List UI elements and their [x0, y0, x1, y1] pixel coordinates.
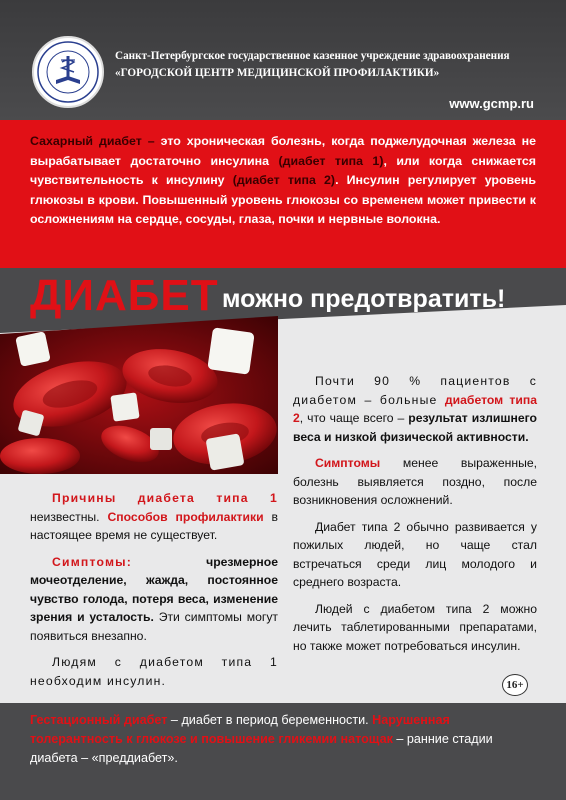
intro-type2: (диабет типа 2): [232, 173, 336, 187]
prevalence-text-1: Почти 90 % пациентов с диабетом – больные: [293, 374, 537, 407]
tolerance-label: Нарушенная толерантность к глюкозе и повышение гликемии натощак: [30, 713, 450, 746]
causes-text: неизвестны.: [30, 509, 108, 524]
intro-text-1: это хроническая болезнь, когда поджелудочная железа не вырабатывает достаточно инсулина: [30, 134, 537, 168]
symptoms-bold-left: чрезмерное мочеотделение, жажда, постоянное чувство голода, потеря веса, изменение зрения и усталость.: [30, 554, 278, 624]
gestational-text: – диабет в период беременности.: [167, 713, 373, 727]
prevention-label: Способов профилактики: [107, 509, 264, 524]
medical-center-emblem-icon: [36, 40, 100, 104]
type1-insulin: Людям с диабетом типа 1 необходим инсулин.: [30, 655, 278, 688]
symptoms-label-left: Симптомы:: [52, 554, 133, 569]
footer: [0, 703, 566, 800]
website-link[interactable]: www.gcmp.ru: [449, 96, 534, 111]
header: [0, 0, 566, 120]
symptoms-label-right: Симптомы: [315, 456, 381, 470]
type2-age: Диабет типа 2 обычно развивается у пожилых людей, но чаще стал встречаться среди лиц молодого и среднего возраста.: [293, 519, 537, 589]
type2-column: [293, 372, 537, 663]
type1-column: [30, 489, 278, 698]
org-line-1: Санкт-Петербургское государственное казенное учреждение здравоохранения: [115, 50, 510, 62]
prevalence-red: диабетом типа 2: [293, 392, 537, 425]
intro-text-2: , или когда снижается чувствительность к инсулину: [30, 153, 537, 187]
type2-symptoms: [293, 454, 537, 510]
org-line-2: «ГОРОДСКОЙ ЦЕНТР МЕДИЦИНСКОЙ ПРОФИЛАКТИКИ»: [115, 67, 440, 79]
intro-type1: (диабет типа 1): [278, 153, 384, 168]
causes-label: Причины диабета типа 1: [52, 491, 278, 505]
blood-cells-illustration: [0, 316, 278, 474]
prevalence-text-2: , что чаще всего –: [299, 411, 409, 425]
intro-text: [30, 132, 536, 230]
intro-block: [0, 120, 566, 268]
symptoms-tail-left: Эти симптомы могут появиться внезапно.: [30, 610, 279, 643]
type2-treatment: Людей с диабетом типа 2 можно лечить таблетированными препаратами, но также может потребоваться инсулин.: [293, 601, 537, 653]
symptoms-text-right: менее выраженные, болезнь выявляется поздно, после возникновения осложнений.: [293, 456, 537, 507]
type1-causes: [30, 489, 278, 545]
prevention-text: в настоящее время не существует.: [30, 509, 278, 542]
banner-word: ДИАБЕТ: [30, 271, 219, 320]
logo: [32, 36, 104, 108]
age-rating-badge: 16+: [502, 674, 528, 696]
intro-text-3: . Инсулин регулирует уровень глюкозы в крови. Повышенный уровень глюкозы со временем может привести к осложнениям на сердце, сосуды, глаза, почки и нервные волокна.: [30, 173, 536, 226]
gestational-label: Гестационный диабет: [30, 713, 168, 727]
tolerance-text: – ранние стадии диабета – «преддиабет».: [30, 732, 493, 765]
footer-text: [30, 711, 536, 768]
type2-prevalence: [293, 372, 537, 446]
organization-name: [115, 48, 555, 82]
prevalence-bold: результат излишнего веса и низкой физической активности.: [293, 411, 537, 444]
intro-term: Сахарный диабет –: [30, 134, 155, 148]
banner-slogan: можно предотвратить!: [222, 285, 506, 313]
type1-symptoms: [30, 553, 278, 646]
